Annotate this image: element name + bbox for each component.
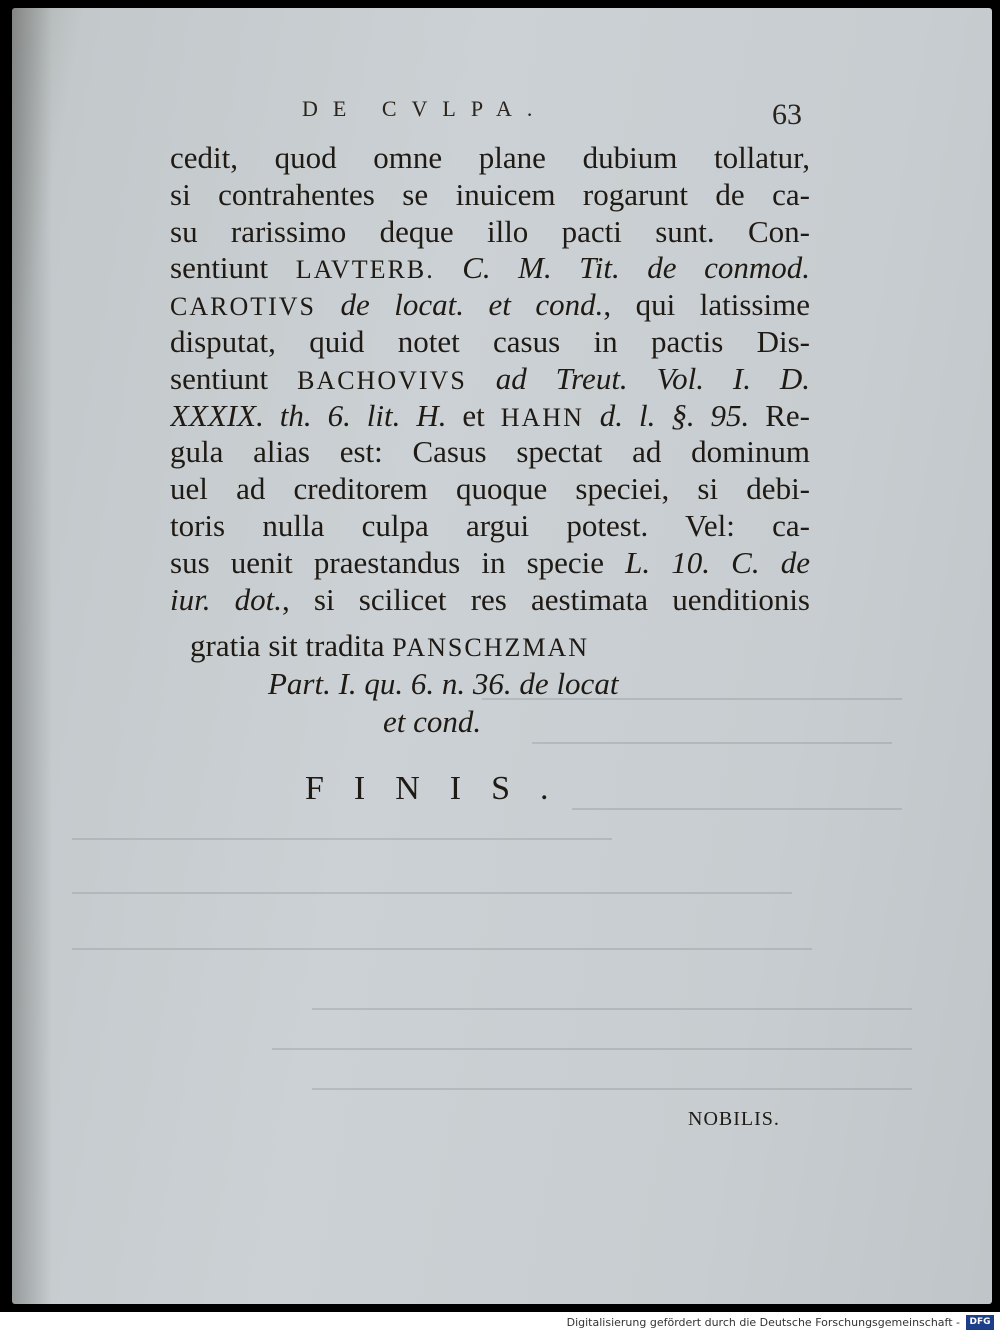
text-line — [190, 628, 589, 664]
author-name: HAHN — [500, 402, 584, 432]
author-name: LAVTERB. — [295, 255, 435, 285]
text-line — [170, 545, 810, 582]
citation: et cond. — [383, 704, 482, 739]
text-line: si contrahentes se inuicem rogarunt de ca- — [170, 176, 810, 212]
bleed-through-mark — [572, 808, 902, 810]
text-line: uel ad creditorem quoque speciei, si debi- — [170, 471, 810, 507]
bleed-through-mark — [72, 892, 792, 894]
text-run: , qui latissime — [603, 287, 810, 323]
citation: Part. I. qu. 6. n. 36. de locat — [268, 666, 619, 701]
text-line: cedit, quod omne plane dubium tollatur, — [170, 140, 810, 175]
footer-bar — [0, 1312, 1000, 1334]
book-page — [12, 8, 992, 1304]
text-run: sentiunt — [170, 360, 298, 396]
bleed-through-mark — [72, 948, 812, 950]
text-line: su rarissimo deque illo pacti sunt. Con- — [170, 213, 810, 249]
text-line — [170, 250, 810, 287]
text-line — [170, 582, 810, 619]
citation: de locat. et cond. — [316, 287, 604, 323]
running-title: DE CVLPA. — [302, 96, 548, 121]
page-number: 63 — [772, 98, 802, 131]
author-name: BACHOVIVS — [297, 365, 467, 395]
text-run: sentiunt — [170, 250, 296, 286]
citation: d. l. §. 95. — [583, 397, 750, 433]
bleed-through-mark — [532, 742, 892, 744]
text-line: disputat, quid notet casus in pactis Dis- — [170, 323, 810, 359]
dfg-logo-icon: DFG — [966, 1315, 994, 1330]
citation: XXXIX. th. 6. lit. H. — [170, 397, 447, 433]
text-run: gratia sit tradita — [190, 628, 393, 663]
finis-heading: FINIS. — [305, 770, 579, 807]
bleed-through-mark — [72, 838, 612, 840]
text-line: gula alias est: Casus spectat ad dominum — [170, 434, 810, 470]
author-name: CAROTIVS — [170, 292, 317, 322]
author-name: PANSCHZMAN — [392, 633, 590, 662]
text-line: toris nulla culpa argui potest. Vel: ca- — [170, 507, 810, 543]
text-line — [170, 361, 810, 398]
body-text — [170, 140, 810, 618]
citation: C. M. Tit. de conmod. — [434, 250, 810, 286]
text-run: , si scilicet res aestimata uenditionis — [282, 581, 810, 617]
bleed-through-mark — [272, 1048, 912, 1050]
text-line — [170, 287, 810, 324]
citation: ad Treut. Vol. I. D. — [466, 360, 810, 396]
bleed-through-mark — [312, 1088, 912, 1090]
text-line — [170, 398, 810, 435]
text-run: Re- — [749, 397, 810, 433]
funding-credit: Digitalisierung gefördert durch die Deutsche Forschungsgemeinschaft - — [566, 1316, 960, 1329]
bleed-through-mark — [312, 1008, 912, 1010]
text-run: et — [446, 397, 501, 433]
catchword: NOBILIS. — [688, 1108, 780, 1130]
page-edge-shadow — [12, 8, 52, 1304]
text-run: sus uenit praestandus in specie — [170, 544, 626, 580]
citation: iur. dot. — [170, 581, 283, 617]
citation: L. 10. C. de — [625, 544, 810, 580]
